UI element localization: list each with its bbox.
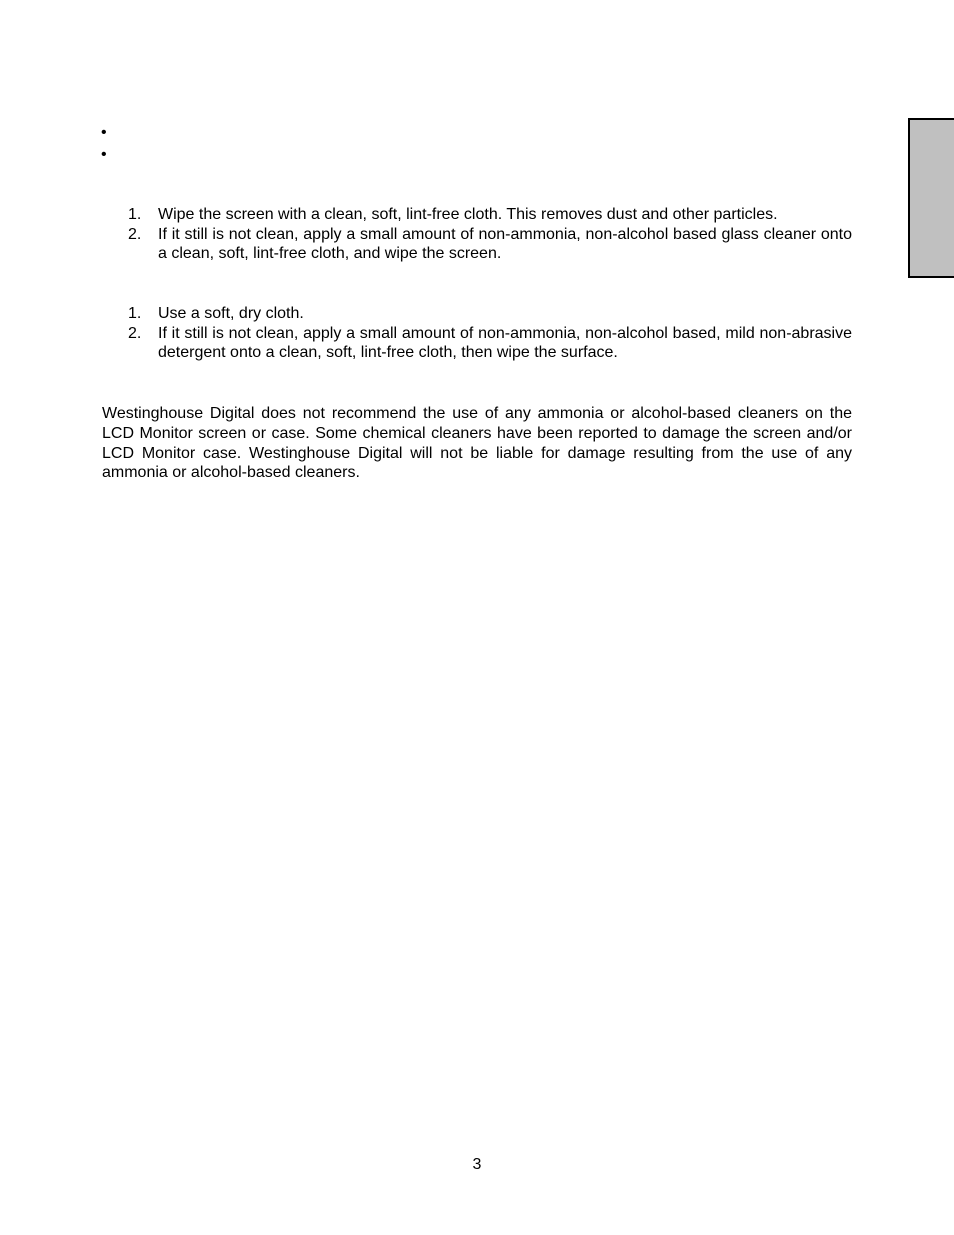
bullet-2: • (101, 146, 107, 163)
bullet-1: • (101, 124, 107, 141)
list-item (128, 324, 852, 363)
list-item (128, 304, 852, 324)
case-cleaning-list (128, 304, 852, 363)
list-number: 1. (128, 206, 142, 223)
list-text: Use a soft, dry cloth. (158, 305, 304, 322)
disclaimer-paragraph: Westinghouse Digital does not recommend the use of any ammonia or alcohol-based cleaners on the LCD Monitor screen or case. Some chemical cleaners have been reported to damage the screen and/or LCD Monitor case. Westinghouse Digital will not be liable for damage resulting from the use of any ammonia or alcohol-based cleaners. (102, 405, 852, 482)
list-text: Wipe the screen with a clean, soft, lint-free cloth. This removes dust and other particles. (158, 206, 778, 223)
list-text: If it still is not clean, apply a small amount of non-ammonia, non-alcohol based glass cleaner onto a clean, soft, lint-free cloth, and wipe the screen. (158, 225, 852, 262)
screen-cleaning-list (128, 205, 852, 264)
list-number: 2. (128, 225, 142, 243)
list-item (128, 205, 852, 225)
list-number: 2. (128, 324, 142, 342)
list-text: If it still is not clean, apply a small amount of non-ammonia, non-alcohol based, mild non-abrasive detergent onto a clean, soft, lint-free cloth, then wipe the surface. (158, 324, 852, 361)
list-item (128, 225, 852, 264)
list-number: 1. (128, 305, 142, 322)
side-tab (908, 118, 954, 278)
page-number: 3 (472, 1156, 482, 1173)
